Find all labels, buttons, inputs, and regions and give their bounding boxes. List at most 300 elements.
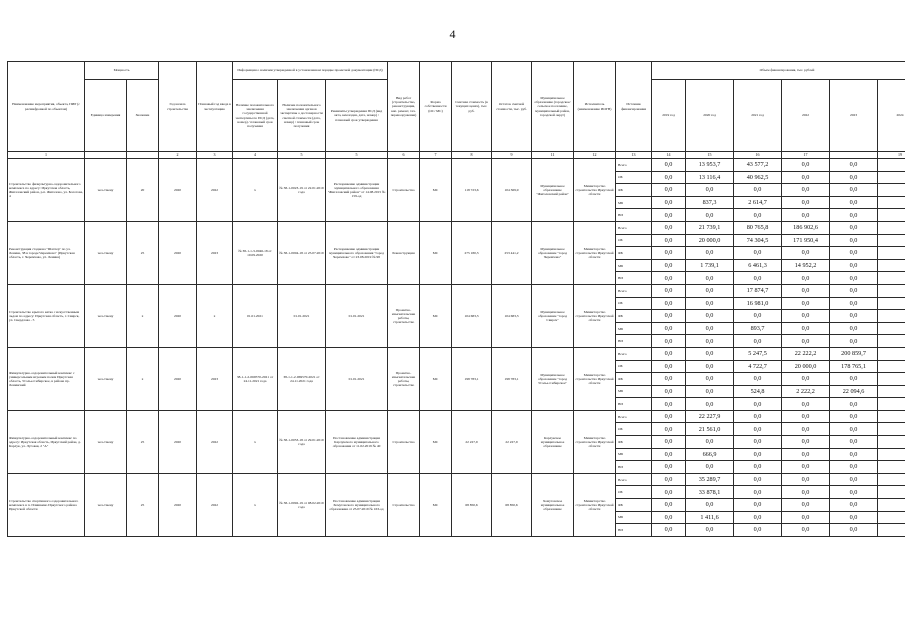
funding-value: 0,0 <box>782 524 830 537</box>
column-number <box>830 152 878 159</box>
financing-source: ВИ <box>616 461 652 474</box>
capacity-value: х <box>127 284 159 347</box>
executor: Министерство строительства Иркутской области <box>574 473 616 536</box>
financing-source: МБ <box>616 511 652 524</box>
funding-value: 0,0 <box>734 209 782 222</box>
cost-check-conclusion: № 38-1-0004-18 от 25.07.2019 <box>278 221 326 284</box>
funding-value: 0,0 <box>686 360 734 373</box>
financing-source: ОБ <box>616 360 652 373</box>
header-plan-year: Плановый год ввода в эксплуатацию <box>197 62 233 152</box>
funding-value: 0,0 <box>782 499 830 512</box>
funding-value: 0,0 <box>830 310 878 323</box>
header-year: 2024 <box>878 80 905 152</box>
funding-value-2024 <box>878 373 905 386</box>
funding-value: 837,3 <box>686 196 734 209</box>
object-name: Физкультурно-оздоровительный комплекс с универсальным игровым полем Иркутская область, Усолье-Сибирское, в районе пр. Ленинский <box>8 347 85 410</box>
work-type: Проектно-изыскательские работы, строительство <box>388 347 420 410</box>
funding-value: 0,0 <box>734 335 782 348</box>
funding-value: 0,0 <box>686 322 734 335</box>
funding-value: 0,0 <box>652 171 686 184</box>
ownership: МС <box>420 221 452 284</box>
funding-value: 0,0 <box>830 234 878 247</box>
funding-value: 0,0 <box>830 373 878 386</box>
start-year: 2020 <box>159 284 197 347</box>
ownership: МС <box>420 410 452 473</box>
financing-source: ВИ <box>616 524 652 537</box>
funding-value-2024 <box>878 196 905 209</box>
cost-check-conclusion: 01.01.2021 <box>278 284 326 347</box>
funding-value: 0,0 <box>652 322 686 335</box>
funding-value: 0,0 <box>686 461 734 474</box>
financing-source: МБ <box>616 385 652 398</box>
funding-value-2024 <box>878 473 905 486</box>
funding-value: 0,0 <box>830 184 878 197</box>
funding-value: 0,0 <box>830 436 878 449</box>
financing-source: ФБ <box>616 247 652 260</box>
table-row <box>8 284 905 297</box>
funding-value: 0,0 <box>830 410 878 423</box>
page-number: 4 <box>449 27 456 41</box>
municipality: Муниципальное образование "город Усолье-Сибирское" <box>532 347 574 410</box>
start-year: 2020 <box>159 410 197 473</box>
funding-value-2024 <box>878 259 905 272</box>
header-est-cost: Сметная стоимость (в текущих ценах), тыс. руб. <box>452 62 492 152</box>
start-year: 2020 <box>159 473 197 536</box>
funding-value-2024 <box>878 436 905 449</box>
funding-value-2024 <box>878 448 905 461</box>
funding-value: 0,0 <box>652 159 686 172</box>
financing-source: ФБ <box>616 436 652 449</box>
funding-value: 0,0 <box>830 461 878 474</box>
funding-value: 43 577,2 <box>734 159 782 172</box>
object-name: Строительство спортивного оздоровительного комплекса в п. Плишкино Иркутского района Иркутской области <box>8 473 85 536</box>
funding-value-2024 <box>878 159 905 172</box>
start-year: 2020 <box>159 347 197 410</box>
funding-value: 0,0 <box>782 511 830 524</box>
funding-value: 80 765,8 <box>734 221 782 234</box>
expertise-conclusion: х <box>233 410 278 473</box>
funding-value: 0,0 <box>686 524 734 537</box>
table-row <box>8 221 905 234</box>
financing-source: ВИ <box>616 398 652 411</box>
municipality: Муниципальное образование "город Свирск" <box>532 284 574 347</box>
funding-value: 0,0 <box>686 347 734 360</box>
funding-value: 0,0 <box>652 209 686 222</box>
funding-value-2024 <box>878 284 905 297</box>
executor: Министерство строительства Иркутской области <box>574 410 616 473</box>
funding-value: 0,0 <box>830 171 878 184</box>
remaining-cost: 198 783,1 <box>492 347 532 410</box>
funding-value: 0,0 <box>652 184 686 197</box>
object-name: Физкультурно-оздоровительный комплекс по адресу: Иркутская область, Иркутский район, д. Карлук, ул. Луговая, 2 "А" <box>8 410 85 473</box>
funding-value: 33 878,1 <box>686 486 734 499</box>
table-row <box>8 159 905 172</box>
header-year: 2019 год <box>652 80 686 152</box>
psd-approval: 01.01.2021 <box>326 347 388 410</box>
plan-year: 2022 <box>197 410 233 473</box>
header-work-type: Вид работ (строительство, реконструкция, кап. ремонт, тех. перевооружение) <box>388 62 420 152</box>
ownership: МС <box>420 284 452 347</box>
funding-value: 0,0 <box>652 196 686 209</box>
column-number: 5 <box>278 152 326 159</box>
capacity-unit: чел./смену <box>85 410 127 473</box>
funding-value-2024 <box>878 335 905 348</box>
funding-value-2024 <box>878 234 905 247</box>
funding-value-2024 <box>878 322 905 335</box>
funding-value: 0,0 <box>782 184 830 197</box>
funding-value: 0,0 <box>782 335 830 348</box>
funding-value-2024 <box>878 360 905 373</box>
funding-value: 0,0 <box>782 461 830 474</box>
municipality: Хомутовское муниципальное образование <box>532 473 574 536</box>
funding-value: 0,0 <box>782 247 830 260</box>
psd-approval: Постановление администрации Карлукского муниципального образования от 11.02.2019 № 40 <box>326 410 388 473</box>
capacity-unit: чел./смену <box>85 284 127 347</box>
funding-value: 0,0 <box>652 524 686 537</box>
funding-value-2024 <box>878 184 905 197</box>
funding-value: 0,0 <box>652 272 686 285</box>
work-type: Строительство <box>388 159 420 222</box>
header-name: Наименование мероприятия, объекта, ПИР (с расшифровкой по объектам) <box>8 62 85 152</box>
column-number: 1 <box>8 152 85 159</box>
financing-source: МБ <box>616 448 652 461</box>
financing-source: ВИ <box>616 335 652 348</box>
column-number: 6 <box>388 152 420 159</box>
column-number: 16 <box>734 152 782 159</box>
column-number: 11 <box>532 152 574 159</box>
column-number: 5 <box>326 152 388 159</box>
funding-value: 0,0 <box>686 297 734 310</box>
funding-value: 20 000,0 <box>686 234 734 247</box>
funding-value: 0,0 <box>686 310 734 323</box>
funding-value: 13 953,7 <box>686 159 734 172</box>
funding-value: 0,0 <box>782 284 830 297</box>
ownership: МС <box>420 347 452 410</box>
remaining-cost: 68 850,6 <box>492 473 532 536</box>
financing-source: ВИ <box>616 209 652 222</box>
funding-value: 0,0 <box>782 398 830 411</box>
capacity-unit: чел./смену <box>85 347 127 410</box>
column-number: 9 <box>492 152 532 159</box>
header-capacity: Мощность <box>85 62 159 80</box>
funding-value: 186 902,6 <box>782 221 830 234</box>
expertise-conclusion: 01.01.2021 <box>233 284 278 347</box>
funding-value: 0,0 <box>782 171 830 184</box>
funding-value: 0,0 <box>830 423 878 436</box>
municipality: Муниципальное образование "город Черемхово" <box>532 221 574 284</box>
funding-value: 0,0 <box>734 473 782 486</box>
funding-value: 5 247,5 <box>734 347 782 360</box>
funding-value: 0,0 <box>652 335 686 348</box>
funding-value: 0,0 <box>652 436 686 449</box>
column-number <box>85 152 127 159</box>
funding-value: 0,0 <box>734 398 782 411</box>
funding-value-2024 <box>878 410 905 423</box>
expertise-conclusion: № 38-1-1-3-0046-18 от 10.09.2020 <box>233 221 278 284</box>
funding-value: 21 561,0 <box>686 423 734 436</box>
funding-value: 666,9 <box>686 448 734 461</box>
funding-value: 0,0 <box>830 259 878 272</box>
funding-value: 0,0 <box>652 373 686 386</box>
executor: Министерство строительства Иркутской области <box>574 159 616 222</box>
expertise-conclusion: х <box>233 473 278 536</box>
funding-value: 22 094,6 <box>830 385 878 398</box>
header-year: 2021 год <box>734 80 782 152</box>
funding-value: 0,0 <box>686 398 734 411</box>
funding-value: 0,0 <box>686 209 734 222</box>
funding-value: 524,8 <box>734 385 782 398</box>
column-number: 15 <box>686 152 734 159</box>
start-year: 2020 <box>159 221 197 284</box>
funding-value-2024 <box>878 423 905 436</box>
funding-value: 0,0 <box>830 524 878 537</box>
executor: Министерство строительства Иркутской области <box>574 347 616 410</box>
funding-value: 4 722,7 <box>734 360 782 373</box>
funding-value-2024 <box>878 511 905 524</box>
funding-value: 0,0 <box>652 234 686 247</box>
column-number: 14 <box>652 152 686 159</box>
table-row <box>8 347 905 360</box>
funding-value: 0,0 <box>686 272 734 285</box>
capacity-value: 25 <box>127 410 159 473</box>
funding-value: 178 765,1 <box>830 360 878 373</box>
funding-value: 0,0 <box>782 196 830 209</box>
column-number: 12 <box>574 152 616 159</box>
financing-source: ОБ <box>616 486 652 499</box>
funding-value: 0,0 <box>782 410 830 423</box>
funding-value-2024 <box>878 398 905 411</box>
header-ownership: Форма собственности (ОС/ МС) <box>420 62 452 152</box>
financing-source: ФБ <box>616 499 652 512</box>
funding-value: 74 304,5 <box>734 234 782 247</box>
financing-source: ФБ <box>616 373 652 386</box>
capacity-value: 25 <box>127 221 159 284</box>
ownership: МС <box>420 159 452 222</box>
financing-source: Всего <box>616 159 652 172</box>
object-name: Строительство крытого катка с искусственным льдом по адресу: Иркутская область, г. Свирск, ул. Свердлова - 5 <box>8 284 85 347</box>
capacity-unit: чел./смену <box>85 221 127 284</box>
municipality: Муниципальное образование "Жигаловский район" <box>532 159 574 222</box>
funding-value: 0,0 <box>652 473 686 486</box>
funding-value: 0,0 <box>652 221 686 234</box>
ownership: МС <box>420 473 452 536</box>
estimated-cost: 22 227,9 <box>452 410 492 473</box>
remaining-cost: 104 683,3 <box>492 284 532 347</box>
estimated-cost: 275 180,3 <box>452 221 492 284</box>
header-start-year: Год начала строительства <box>159 62 197 152</box>
municipality: Карлукское муниципальное образование <box>532 410 574 473</box>
psd-approval: Распоряжение администрации муниципального образования "город Черемхово" от 23.08.2019 № 98 <box>326 221 388 284</box>
funding-value: 0,0 <box>686 373 734 386</box>
start-year: 2020 <box>159 159 197 222</box>
funding-value-2024 <box>878 385 905 398</box>
expertise-conclusion: х <box>233 159 278 222</box>
column-number: 8 <box>452 152 492 159</box>
funding-value: 0,0 <box>734 423 782 436</box>
funding-value: 35 289,7 <box>686 473 734 486</box>
header-approval: Реквизиты утверждения ПСД (вид акта, кем издан, дата, номер) / плановый срок утверждения <box>326 80 388 152</box>
cost-check-conclusion: 38-1-1-2-069570-2021 от 24.11.2021 года <box>278 347 326 410</box>
work-type: Строительство <box>388 473 420 536</box>
funding-value: 16 981,0 <box>734 297 782 310</box>
funding-value-2024 <box>878 524 905 537</box>
funding-value: 200 859,7 <box>830 347 878 360</box>
object-name: Реконструкция стадиона "Шахтер" по ул. Ленина, 38 в городе Черемхово" (Иркутская область, г. Черемхово, ул. Ленина) <box>8 221 85 284</box>
capacity-unit: чел./смену <box>85 473 127 536</box>
funding-value: 0,0 <box>734 436 782 449</box>
executor: Министерство строительства Иркутской области <box>574 221 616 284</box>
funding-value: 0,0 <box>734 461 782 474</box>
table-row <box>8 410 905 423</box>
funding-value: 0,0 <box>652 423 686 436</box>
remaining-cost: 253 441,2 <box>492 221 532 284</box>
capacity-value: 20 <box>127 159 159 222</box>
funding-value: 17 874,7 <box>734 284 782 297</box>
financing-source: ОБ <box>616 234 652 247</box>
funding-value: 0,0 <box>830 448 878 461</box>
funding-value-2024 <box>878 347 905 360</box>
funding-value: 13 116,4 <box>686 171 734 184</box>
funding-value: 0,0 <box>782 473 830 486</box>
financing-source: Всего <box>616 410 652 423</box>
column-number: 7 <box>420 152 452 159</box>
expertise-conclusion: 38-1-1-2-069570-2021 от 24.11.2021 года <box>233 347 278 410</box>
work-type: Строительство <box>388 410 420 473</box>
funding-value: 0,0 <box>652 247 686 260</box>
estimated-cost: 104 683,3 <box>452 284 492 347</box>
funding-value: 0,0 <box>830 335 878 348</box>
financing-source: Всего <box>616 221 652 234</box>
funding-value: 21 739,1 <box>686 221 734 234</box>
plan-year: х <box>197 284 233 347</box>
funding-value: 893,7 <box>734 322 782 335</box>
header-expertise: Наличие положительного заключения государственной экспертизы по ПСД (дата, номер) / плановый срок получения <box>233 80 278 152</box>
plan-year: 2023 <box>197 347 233 410</box>
investment-objects-table <box>7 61 905 537</box>
header-year: 2022 <box>782 80 830 152</box>
funding-value: 2 614,7 <box>734 196 782 209</box>
funding-value: 0,0 <box>782 297 830 310</box>
header-unit: Единица измерения <box>85 80 127 152</box>
funding-value: 0,0 <box>734 448 782 461</box>
funding-value: 0,0 <box>830 486 878 499</box>
funding-value: 0,0 <box>830 322 878 335</box>
funding-value: 0,0 <box>830 284 878 297</box>
plan-year: 2022 <box>197 159 233 222</box>
column-number: 17 <box>782 152 830 159</box>
cost-check-conclusion: № 38-1-0092-19 от 08.02.2019 года <box>278 473 326 536</box>
executor: Министерство строительства Иркутской области <box>574 284 616 347</box>
funding-value: 171 950,4 <box>782 234 830 247</box>
financing-source: ВИ <box>616 272 652 285</box>
column-number <box>127 152 159 159</box>
funding-value: 1 411,6 <box>686 511 734 524</box>
funding-value: 0,0 <box>652 310 686 323</box>
financing-source: Всего <box>616 347 652 360</box>
header-remaining: Остаток сметной стоимости, тыс. руб. <box>492 62 532 152</box>
funding-value: 0,0 <box>652 398 686 411</box>
financing-source: МБ <box>616 322 652 335</box>
estimated-cost: 118 723,6 <box>452 159 492 222</box>
column-number: 3 <box>197 152 233 159</box>
funding-value: 22 222,2 <box>782 347 830 360</box>
funding-value: 0,0 <box>830 159 878 172</box>
column-number-row <box>8 152 905 159</box>
financing-source: Всего <box>616 284 652 297</box>
financing-source: ФБ <box>616 184 652 197</box>
cost-check-conclusion: № 38-1-0053-18 от 29.01.2019 года <box>278 410 326 473</box>
capacity-unit: чел./смену <box>85 159 127 222</box>
funding-value: 0,0 <box>686 335 734 348</box>
funding-value: 0,0 <box>734 486 782 499</box>
funding-value: 0,0 <box>782 436 830 449</box>
funding-value: 0,0 <box>782 322 830 335</box>
funding-value: 0,0 <box>652 448 686 461</box>
funding-value: 6 461,3 <box>734 259 782 272</box>
header-year: 2020 год <box>686 80 734 152</box>
estimated-cost: 68 850,6 <box>452 473 492 536</box>
funding-value: 0,0 <box>652 259 686 272</box>
column-number: 19 <box>878 152 905 159</box>
funding-value: 0,0 <box>652 410 686 423</box>
funding-value: 0,0 <box>830 473 878 486</box>
header-doc-info: Информация о наличии утвержденной в установленном порядке проектной документации (ПСД) <box>233 62 388 80</box>
funding-value: 0,0 <box>782 159 830 172</box>
funding-value: 0,0 <box>734 184 782 197</box>
funding-value: 0,0 <box>652 486 686 499</box>
funding-value-2024 <box>878 499 905 512</box>
funding-value: 0,0 <box>652 461 686 474</box>
funding-value: 0,0 <box>830 499 878 512</box>
financing-source: ОБ <box>616 297 652 310</box>
funding-value-2024 <box>878 209 905 222</box>
funding-value-2024 <box>878 297 905 310</box>
funding-value: 0,0 <box>734 373 782 386</box>
funding-value: 20 000,0 <box>782 360 830 373</box>
funding-value: 0,0 <box>830 247 878 260</box>
funding-value: 2 222,2 <box>782 385 830 398</box>
funding-value: 0,0 <box>830 209 878 222</box>
table-row <box>8 473 905 486</box>
funding-value: 0,0 <box>830 297 878 310</box>
funding-value: 0,0 <box>686 385 734 398</box>
funding-value-2024 <box>878 272 905 285</box>
financing-source: ФБ <box>616 310 652 323</box>
funding-value: 0,0 <box>652 284 686 297</box>
funding-value: 0,0 <box>782 310 830 323</box>
funding-value: 0,0 <box>782 373 830 386</box>
funding-value: 0,0 <box>830 398 878 411</box>
funding-value: 0,0 <box>686 499 734 512</box>
funding-value: 0,0 <box>830 511 878 524</box>
funding-value: 0,0 <box>830 272 878 285</box>
column-number: 2 <box>159 152 197 159</box>
funding-value: 0,0 <box>686 184 734 197</box>
funding-value: 0,0 <box>734 511 782 524</box>
funding-value: 0,0 <box>782 448 830 461</box>
object-name: Строительство физкультурно-оздоровительного комплекса по адресу: Иркутская область, Жигаловский район, р.п. Жигалово, ул. Болотова, 4 <box>8 159 85 222</box>
funding-value: 0,0 <box>652 499 686 512</box>
cost-check-conclusion: № 38-1-0023-19 от 22.01.2019 года <box>278 159 326 222</box>
funding-value: 0,0 <box>782 209 830 222</box>
work-type: Проектно-изыскательские работы, строительство <box>388 284 420 347</box>
funding-value: 0,0 <box>830 196 878 209</box>
header-cost-check: Наличие положительного заключения органов экспертизы о достоверности сметной стоимости (дата, номер) / плановый срок получения <box>278 80 326 152</box>
funding-value: 1 739,1 <box>686 259 734 272</box>
funding-value: 0,0 <box>782 486 830 499</box>
financing-source: Всего <box>616 473 652 486</box>
header-fin-source: Источник финансирования <box>616 62 652 152</box>
